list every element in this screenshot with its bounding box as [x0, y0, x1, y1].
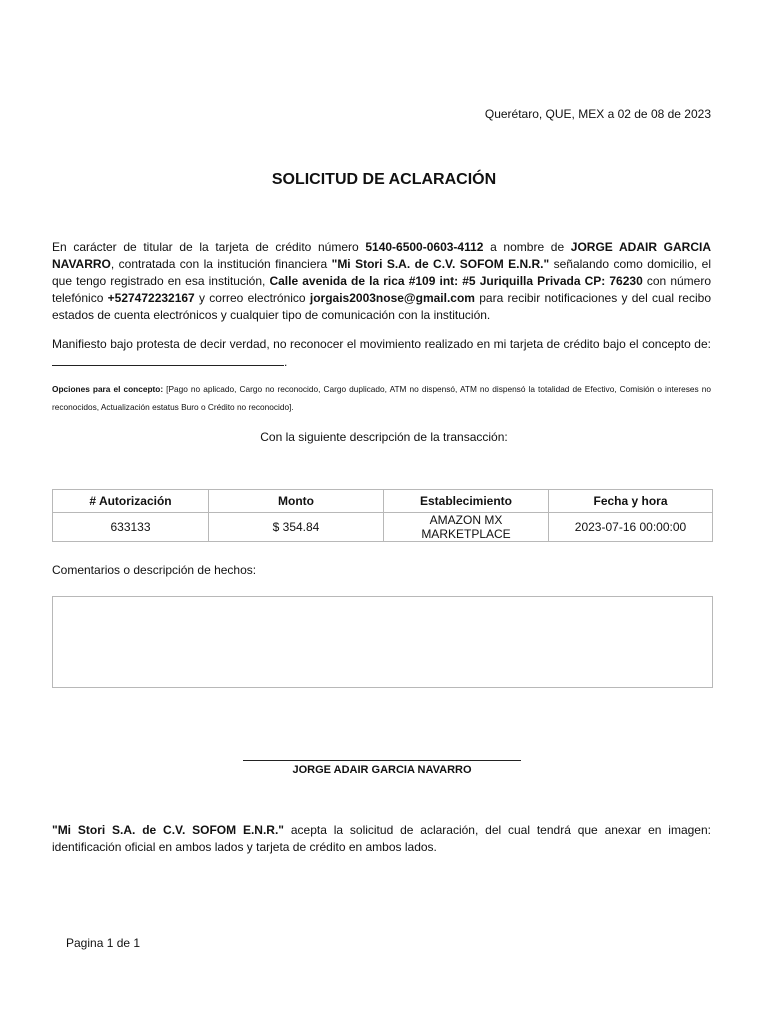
amount-cell: $ 354.84: [209, 513, 384, 542]
intro-text: y correo electrónico: [194, 291, 310, 305]
signature-line: [243, 760, 521, 761]
protest-paragraph: [52, 336, 711, 371]
document-title: SOLICITUD DE ACLARACIÓN: [271, 171, 497, 188]
intro-text: , contratada con la institución financiera: [110, 257, 332, 271]
column-header: Monto: [209, 490, 384, 513]
transaction-table: [52, 489, 713, 542]
column-header: # Autorización: [53, 490, 209, 513]
intro-paragraph: [52, 239, 711, 324]
concept-options: [52, 380, 711, 416]
holder-name: JORGE ADAIR GARCIA NAVARRO: [52, 240, 711, 271]
institution-name: "Mi Stori S.A. de C.V. SOFOM E.N.R.": [52, 823, 284, 837]
email-address: jorgais2003nose@gmail.com: [309, 291, 475, 305]
protest-trailing: .: [284, 355, 288, 369]
protest-text: Manifiesto bajo protesta de decir verdad, no reconocer el movimiento realizado en mi tarjeta de crédito bajo el concepto de:: [52, 337, 711, 351]
address: Calle avenida de la rica #109 int: #5 Juriquilla Privada CP: 76230: [269, 274, 643, 288]
page-number: Pagina 1 de 1: [66, 936, 141, 950]
acceptance-paragraph: [52, 822, 711, 856]
table-row: [53, 513, 713, 542]
location-date: Querétaro, QUE, MEX a 02 de 08 de 2023: [484, 107, 711, 121]
column-header: Fecha y hora: [549, 490, 713, 513]
intro-text: señalando como domicilio, el que tengo registrado en esa institución,: [52, 257, 712, 288]
comments-label: Comentarios o descripción de hechos:: [52, 563, 257, 577]
intro-text: con número telefónico: [52, 274, 712, 305]
transaction-caption: Con la siguiente descripción de la transacción:: [260, 430, 508, 444]
options-label: Opciones para el concepto:: [52, 384, 164, 394]
options-text: [Pago no aplicado, Cargo no reconocido, Cargo duplicado, ATM no dispensó, ATM no dispensó la totalidad de Efectivo, Comisión o intereses no reconocidos, Actualización estatus Buro o Crédito no reconocido].: [52, 384, 711, 412]
column-header: Establecimiento: [384, 490, 549, 513]
table-header-row: [53, 490, 713, 513]
intro-text: para recibir notificaciones y del cual recibo estados de cuenta electrónicos y cualquier tipo de comunicación con la institución.: [52, 291, 711, 322]
comments-box[interactable]: [52, 596, 713, 688]
card-number: 5140-6500-0603-4112: [365, 240, 484, 254]
signature-name: JORGE ADAIR GARCIA NAVARRO: [292, 764, 472, 776]
institution-name: "Mi Stori S.A. de C.V. SOFOM E.N.R.": [331, 257, 550, 271]
intro-text: En carácter de titular de la tarjeta de crédito número: [52, 240, 366, 254]
acceptance-text: acepta la solicitud de aclaración, del cual tendrá que anexar en imagen: identificación oficial en ambos lados y tarjeta de crédito en ambos lados.: [52, 823, 711, 854]
phone-number: +527472232167: [107, 291, 195, 305]
authorization-cell: 633133: [53, 513, 209, 542]
intro-text: a nombre de: [483, 240, 571, 254]
concept-blank-line: [52, 353, 284, 366]
merchant-cell: AMAZON MX MARKETPLACE: [384, 513, 549, 542]
datetime-cell: 2023-07-16 00:00:00: [549, 513, 713, 542]
